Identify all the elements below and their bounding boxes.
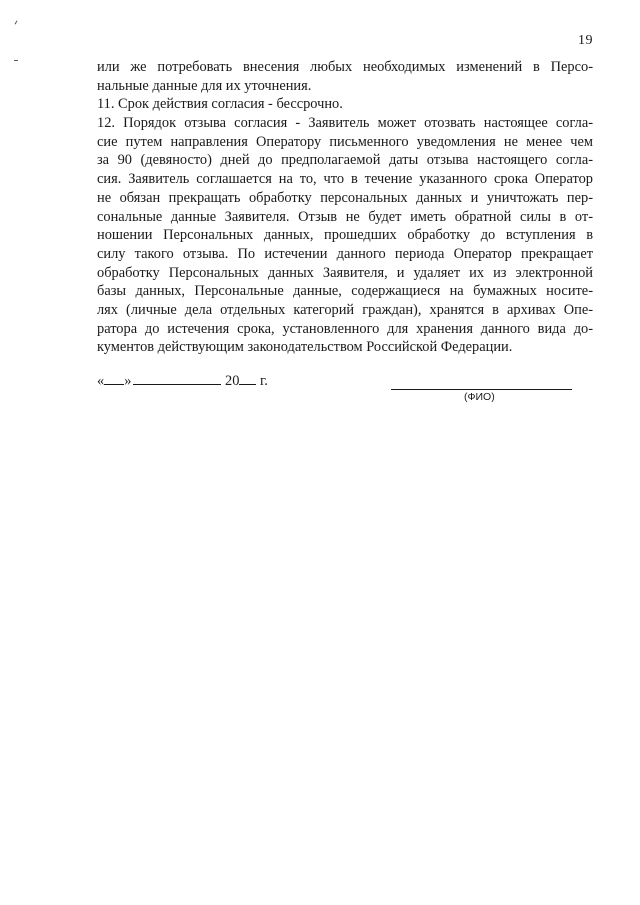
body-line: обработку Персональных данных Заявителя, и удаляет их из электронной <box>97 264 593 281</box>
body-line: или же потребовать внесения любых необходимых изменений в Персо- <box>97 59 593 75</box>
body-line: ношении Персональных данных, прошедших обработку до вступления в <box>97 227 593 244</box>
date-suffix: г. <box>260 373 268 389</box>
body-line: сие путем направления Оператору письменного уведомления не менее чем <box>97 133 593 150</box>
scan-artifact <box>15 21 18 25</box>
document-body <box>97 58 593 357</box>
body-line: сия. Заявитель соглашается на то, что в течение указанного срока Оператор <box>97 171 593 188</box>
body-line: лях (личные дела отдельных категорий граждан), хранятся в архивах Опе- <box>97 301 593 318</box>
body-line: сональные данные Заявителя. Отзыв не будет иметь обратной силы в от- <box>97 208 593 225</box>
date-day-blank[interactable] <box>104 371 124 385</box>
signature-line[interactable] <box>391 389 572 390</box>
date-month-blank[interactable] <box>133 371 221 385</box>
body-line: нальные данные для их уточнения. <box>97 77 312 94</box>
page-number: 19 <box>578 33 593 48</box>
date-field <box>97 371 268 390</box>
date-open-quote: « <box>97 373 105 389</box>
signature-caption: (ФИО) <box>464 391 495 403</box>
date-year-blank[interactable] <box>239 371 256 385</box>
body-line: ратора до истечения срока, установленного для хранения данного вида до- <box>97 320 593 337</box>
body-line: 12. Порядок отзыва согласия - Заявитель может отозвать настоящее согла- <box>97 115 593 132</box>
body-line: за 90 (девяносто) дней до предполагаемой даты отзыва настоящего согла- <box>97 152 593 169</box>
body-line: силу такого отзыва. По истечении данного периода Оператор прекращает <box>97 245 593 262</box>
body-line: не обязан прекращать обработку персональных данных и уничтожать пер- <box>97 189 593 206</box>
body-line: кументов действующим законодательством Российской Федерации. <box>97 339 513 356</box>
body-line: базы данных, Персональные данные, содержащиеся на бумажных носите- <box>97 283 593 300</box>
date-close-quote: » <box>124 373 132 389</box>
body-line: 11. Срок действия согласия - бессрочно. <box>97 96 343 113</box>
scan-artifact <box>14 60 18 61</box>
date-century: 20 <box>225 373 240 389</box>
